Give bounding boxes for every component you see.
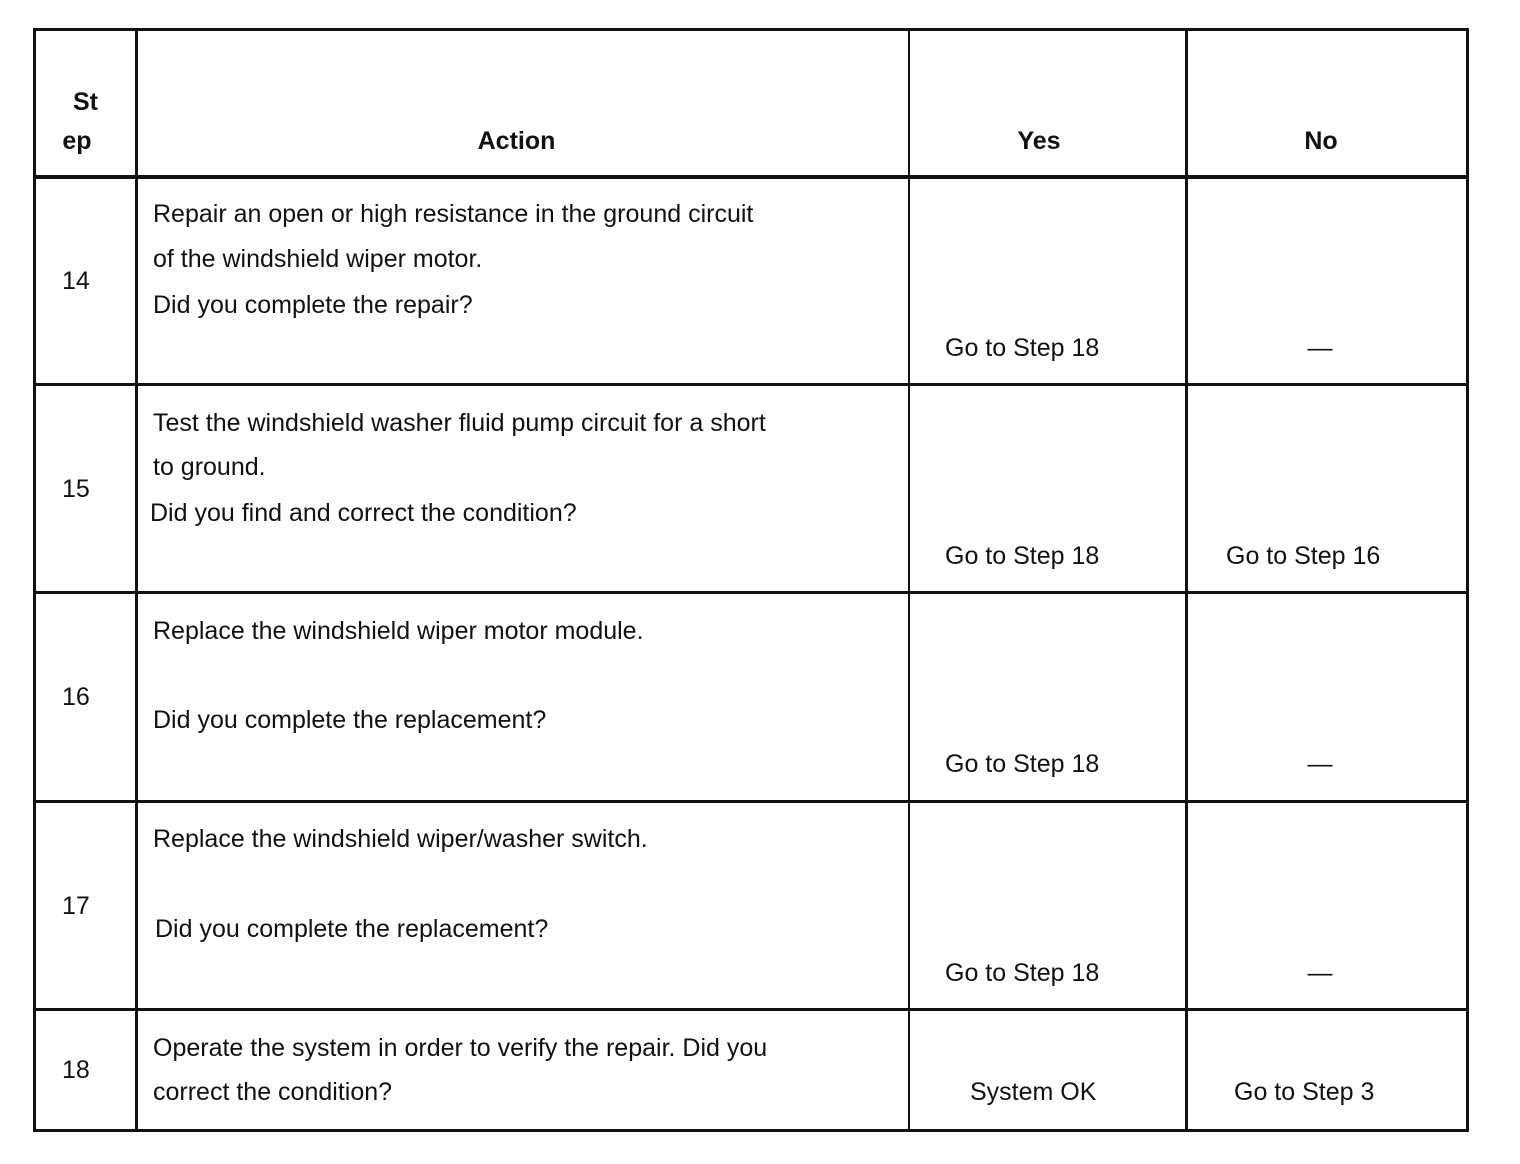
action-question: Did you complete the replacement? bbox=[153, 706, 547, 734]
header-action: Action bbox=[477, 127, 556, 155]
step-number: 17 bbox=[62, 892, 90, 920]
action-question: Did you find and correct the condition? bbox=[150, 499, 577, 527]
step-number: 16 bbox=[62, 683, 90, 711]
action-text: to ground. bbox=[153, 453, 266, 481]
header-divider bbox=[33, 175, 1469, 179]
step-number: 15 bbox=[62, 475, 90, 503]
yes-result: Go to Step 18 bbox=[945, 750, 1100, 778]
header-step-line2: ep bbox=[62, 127, 92, 155]
no-result: Go to Step 3 bbox=[1234, 1078, 1375, 1106]
row-divider bbox=[33, 383, 1469, 386]
no-result: — bbox=[1307, 334, 1333, 362]
table-border-right bbox=[1466, 28, 1469, 1132]
action-text: Replace the windshield wiper/washer switch. bbox=[153, 825, 648, 853]
action-text: Operate the system in order to verify the repair. Did you bbox=[153, 1034, 768, 1062]
action-text: of the windshield wiper motor. bbox=[153, 245, 483, 273]
no-result: — bbox=[1307, 750, 1333, 778]
no-result: — bbox=[1307, 959, 1333, 987]
yes-result: Go to Step 18 bbox=[945, 542, 1100, 570]
column-divider-action bbox=[908, 28, 910, 1132]
step-number: 14 bbox=[62, 267, 90, 295]
row-divider bbox=[33, 800, 1469, 803]
table-border-left bbox=[33, 28, 36, 1132]
yes-result: System OK bbox=[970, 1078, 1097, 1106]
action-question: correct the condition? bbox=[153, 1078, 393, 1106]
no-result: Go to Step 16 bbox=[1226, 542, 1381, 570]
yes-result: Go to Step 18 bbox=[945, 959, 1100, 987]
action-text: Replace the windshield wiper motor module. bbox=[153, 617, 644, 645]
table-border-top bbox=[33, 28, 1469, 31]
header-step-line1: St bbox=[73, 88, 98, 116]
header-no: No bbox=[1304, 127, 1338, 155]
header-yes: Yes bbox=[1017, 127, 1061, 155]
action-question: Did you complete the repair? bbox=[153, 291, 473, 319]
action-question: Did you complete the replacement? bbox=[155, 915, 549, 943]
step-number: 18 bbox=[62, 1056, 90, 1084]
action-text: Test the windshield washer fluid pump circuit for a short bbox=[153, 409, 766, 437]
action-text: Repair an open or high resistance in the ground circuit bbox=[153, 200, 754, 228]
yes-result: Go to Step 18 bbox=[945, 334, 1100, 362]
table-border-bottom bbox=[33, 1129, 1469, 1132]
row-divider bbox=[33, 1008, 1469, 1011]
column-divider-step bbox=[135, 28, 138, 1132]
row-divider bbox=[33, 591, 1469, 594]
